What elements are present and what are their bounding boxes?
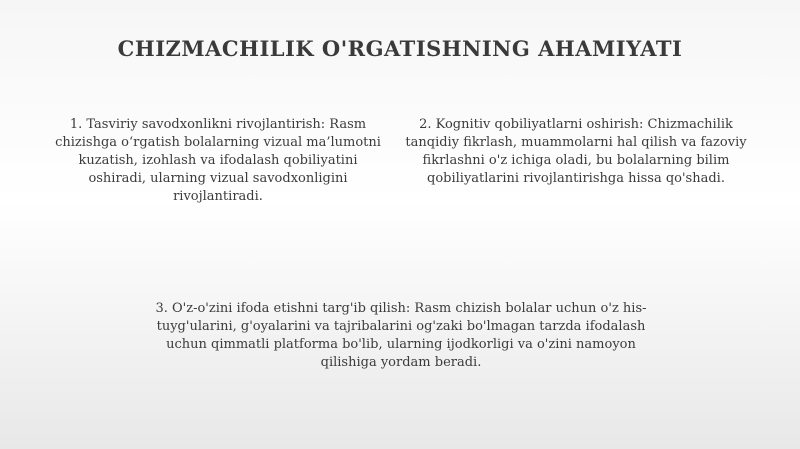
point-1-text: 1. Tasviriy savodxonlikni rivojlantirish: Rasm chizishga o‘rgatish bolalarning vizual ma’lumotni kuzatish, izohlash va ifodalash qobiliyatini oshiradi, ularning vizual savodxonligini rivojlantiradi. — [55, 117, 381, 204]
point-3-text: 3. O'z-o'zini ifoda etishni targ'ib qilish: Rasm chizish bolalar uchun o'z his-tuyg'ularini, g'oyalarini va tajribalarini og'zaki bo'lmagan tarzda ifodalash uchun qimmatli platforma bo'lib, ularning ijodkorligi va o'zini namoyon qilishiga yordam beradi. — [155, 301, 647, 370]
slide-title: CHIZMACHILIK O'RGATISHNING AHAMIYATI — [117, 36, 683, 61]
point-2-text: 2. Kognitiv qobiliyatlarni oshirish: Chizmachilik tanqidiy fikrlash, muammolarni hal qilish va fazoviy fikrlashni o'z ichiga oladi, bu bolalarning bilim qobiliyatlarini rivojlantirishga hissa qo'shadi. — [405, 117, 747, 186]
